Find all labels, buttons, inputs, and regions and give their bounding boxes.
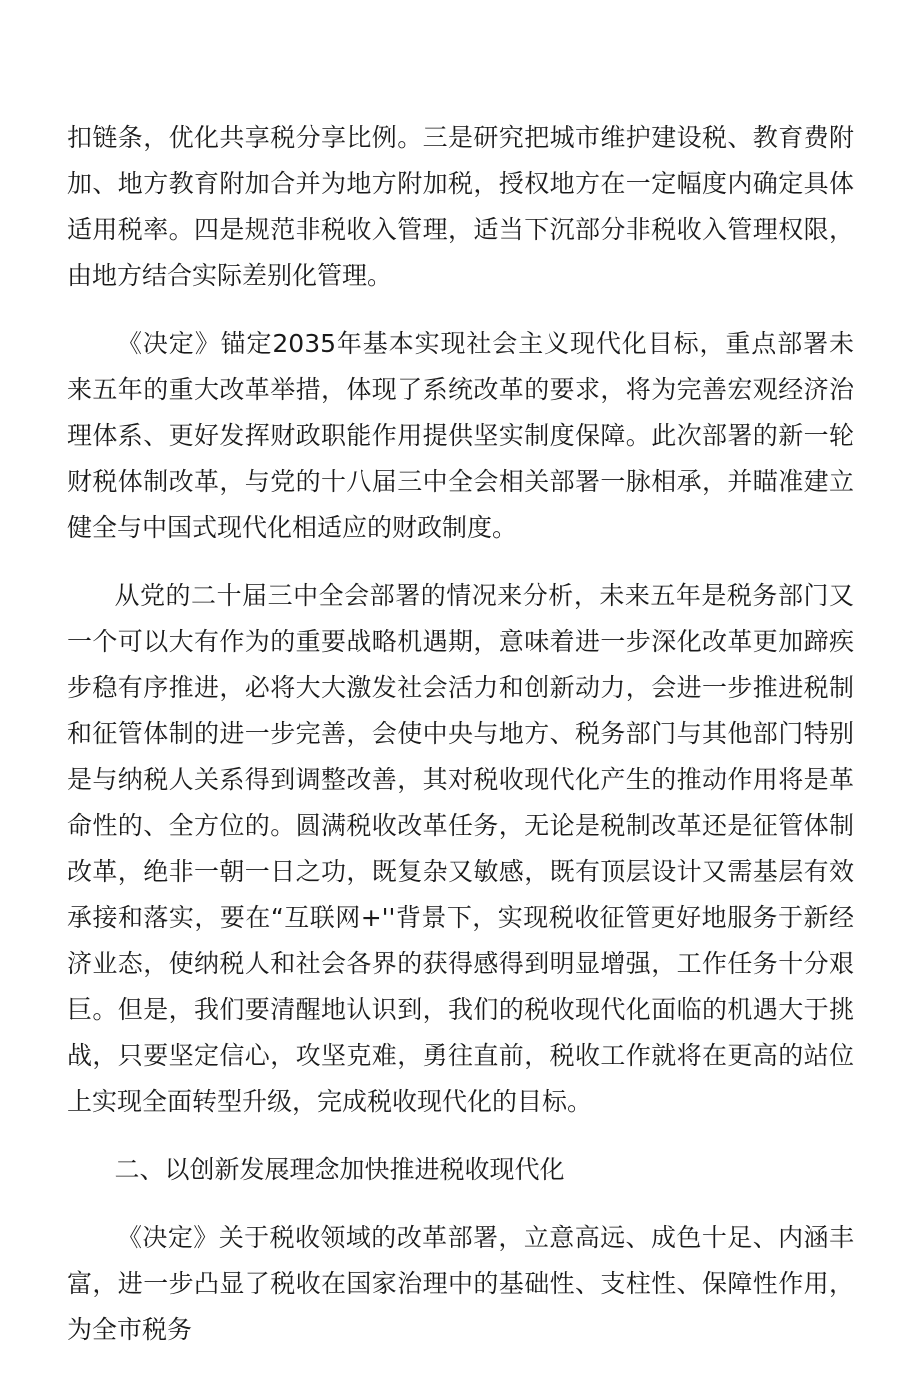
paragraph-decision-goal: 《决定》锚定2035年基本实现社会主义现代化目标，重点部署未来五年的重大改革举措，体现了系统改革的要求，将为完善宏观经济治理体系、更好发挥财政职能作用提供坚实制度保障。此次部署的新一轮财税体制改革，与党的十八届三中全会相关部署一脉相承，并瞄准建立健全与中国式现代化相适应的财政制度。 [67,329,854,542]
section-heading: 二、以创新发展理念加快推进税收现代化 [114,1155,565,1184]
paragraph-analysis: 从党的二十届三中全会部署的情况来分析，未来五年是税务部门又一个可以大有作为的重要战略机遇期，意味着进一步深化改革更加蹄疾步稳有序推进，必将大大激发社会活力和创新动力，会进一步推进税制和征管体制的进一步完善，会使中央与地方、税务部门与其他部门特别是与纳税人关系得到调整改善，其对税收现代化产生的推动作用将是革命性的、全方位的。圆满税收改革任务，无论是税制改革还是征管体制改革，绝非一朝一日之功，既复杂又敏感，既有顶层设计又需基层有效承接和落实，要在“互联网+''背景下，实现税收征管更好地服务于新经济业态，使纳税人和社会各界的获得感得到明显增强，工作任务十分艰巨。但是，我们要清醒地认识到，我们的税收现代化面临的机遇大于挑战，只要坚定信心，攻坚克难，勇往直前，税收工作就将在更高的站位上实现全面转型升级，完成税收现代化的目标。 [67,581,854,1116]
paragraph-tax-reform: 《决定》关于税收领域的改革部署，立意高远、成色十足、内涵丰富，进一步凸显了税收在国家治理中的基础性、支柱性、保障性作用，为全市税务 [67,1223,854,1344]
paragraph-continuation: 扣链条，优化共享税分享比例。三是研究把城市维护建设税、教育费附加、地方教育附加合并为地方附加税，授权地方在一定幅度内确定具体适用税率。四是规范非税收入管理，适当下沉部分非税收入管理权限，由地方结合实际差别化管理。 [67,123,854,290]
document-body [67,115,854,1375]
